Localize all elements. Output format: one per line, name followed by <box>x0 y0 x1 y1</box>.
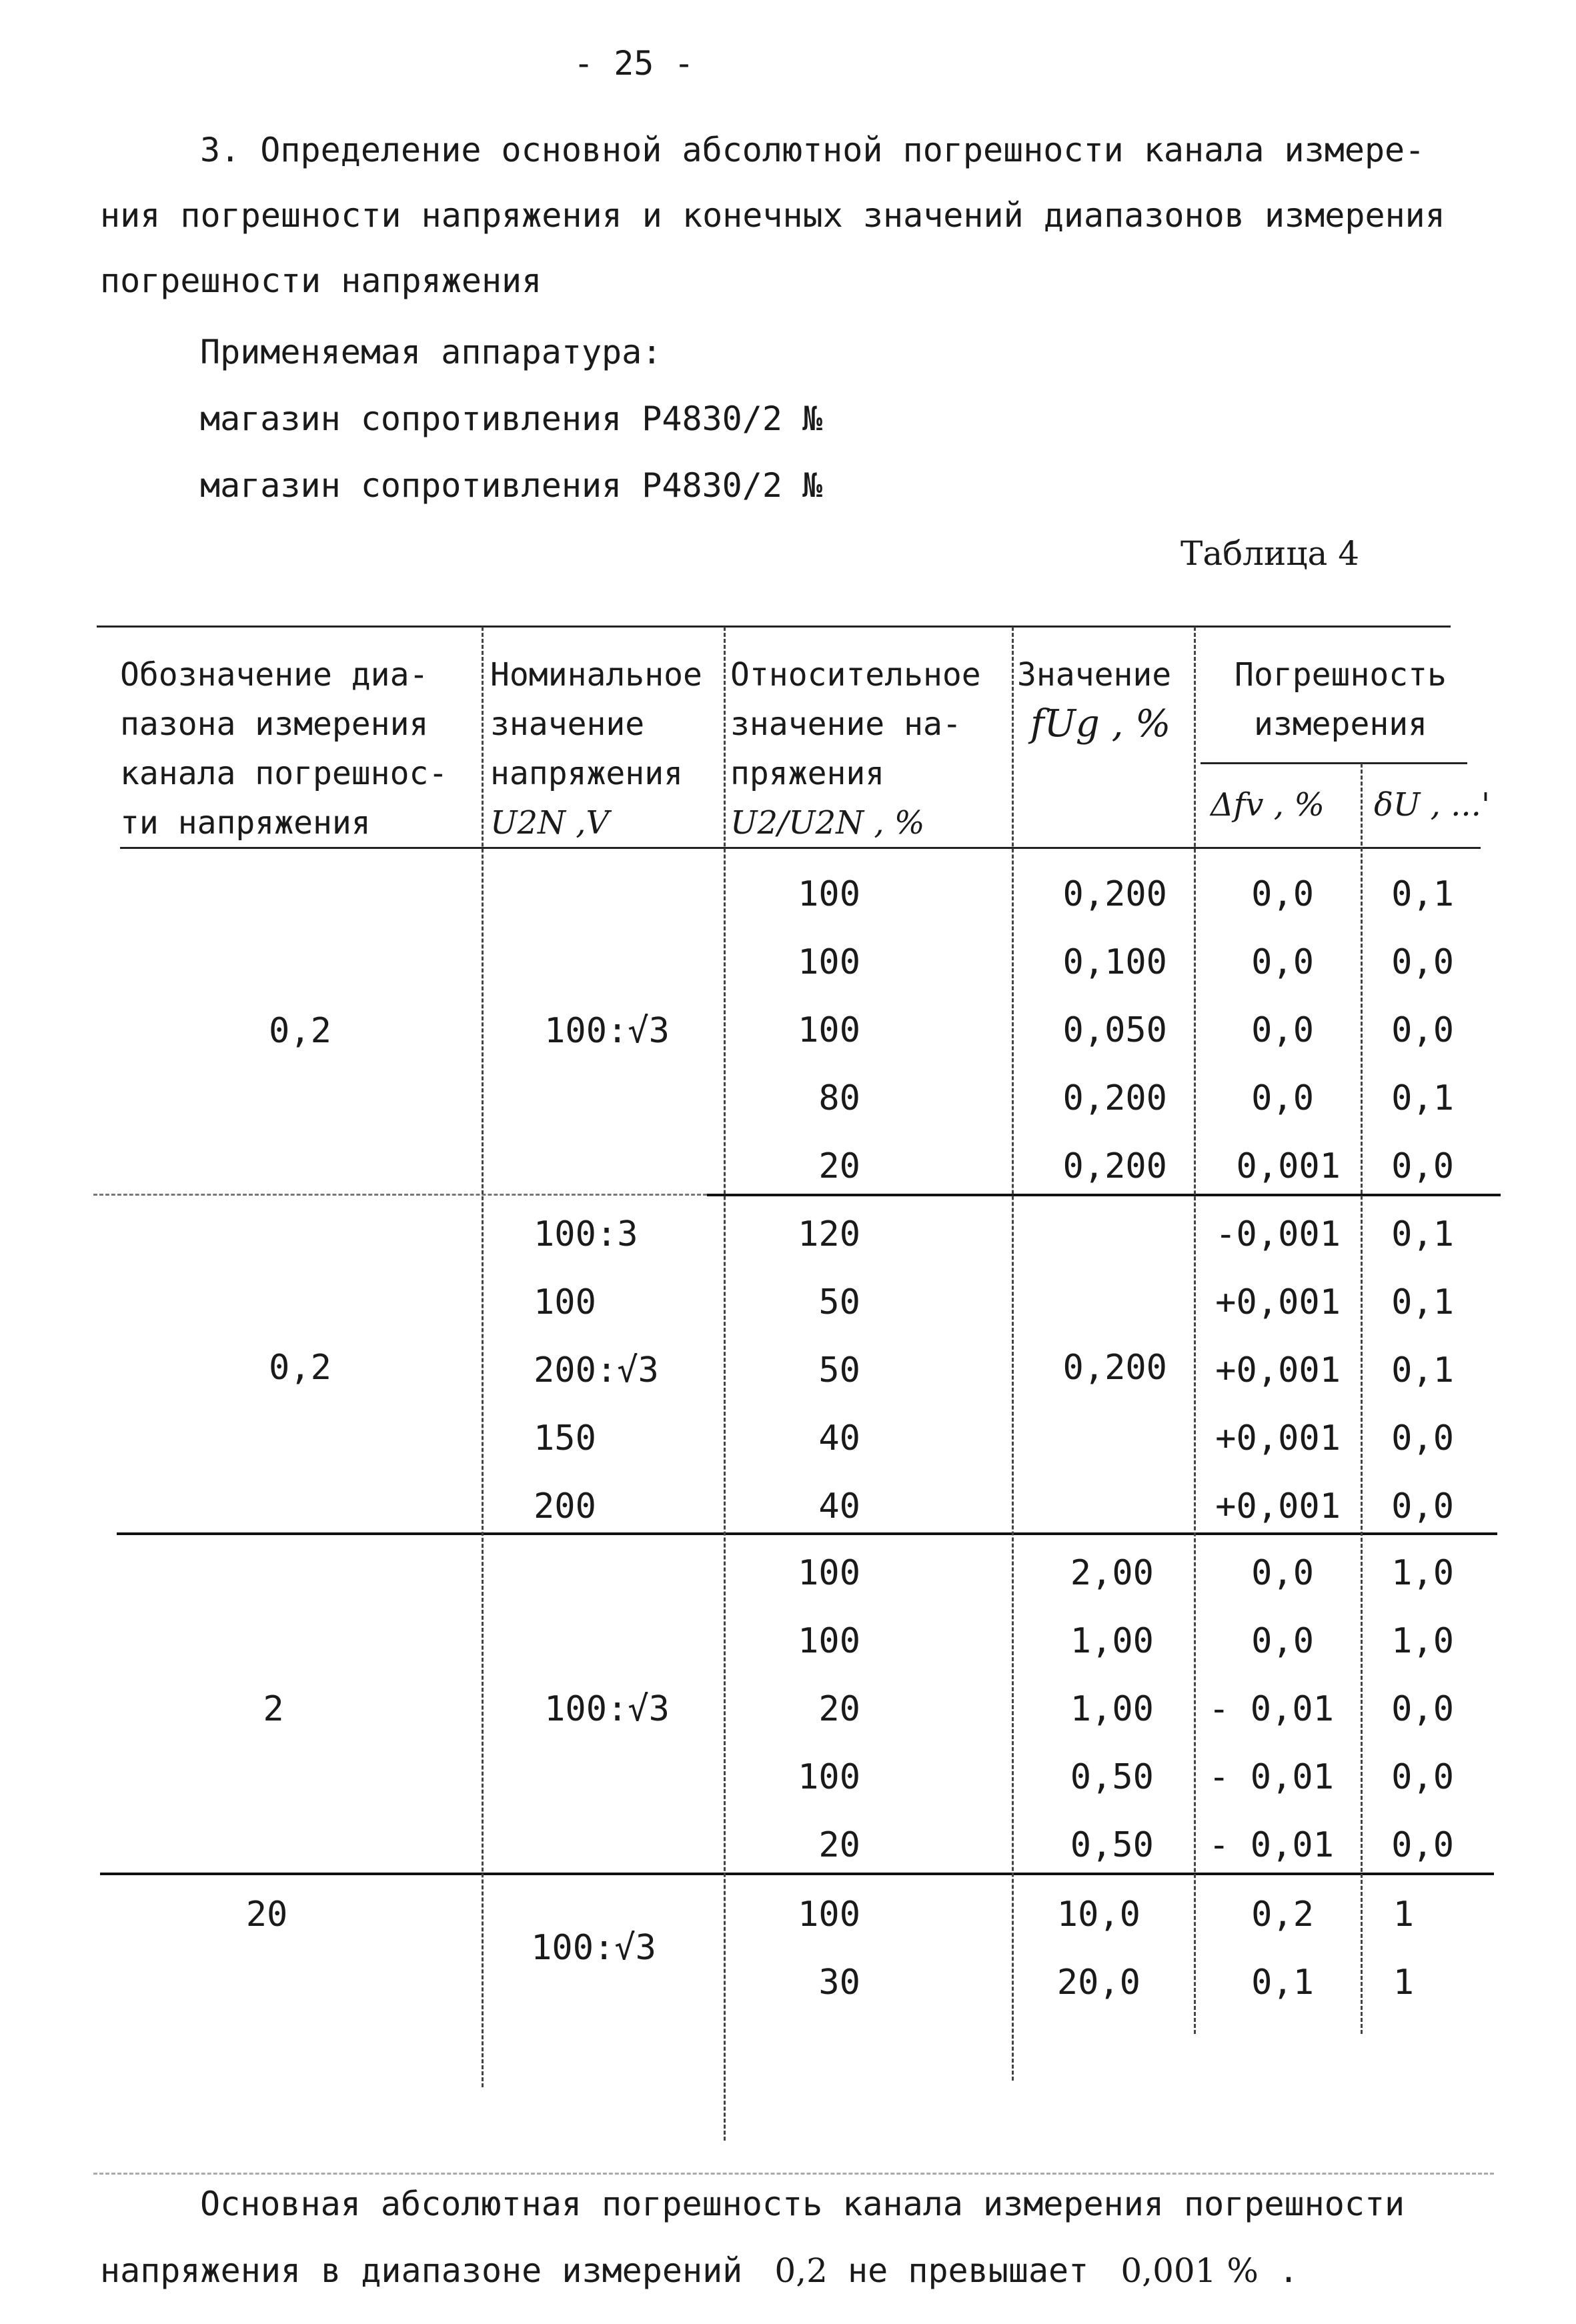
rel-value: 120 <box>798 1214 860 1254</box>
rel-value: 100 <box>798 1757 860 1797</box>
delta-u: 0,0 <box>1391 1486 1454 1526</box>
delta-u: 0,0 <box>1391 1418 1454 1458</box>
nominal: 200 <box>534 1486 596 1526</box>
delta-u: 1,0 <box>1391 1553 1454 1593</box>
delta-u: 0,0 <box>1391 1010 1454 1050</box>
rel-value: 100 <box>798 1895 860 1935</box>
equipment-heading: Применяемая аппаратура: <box>200 333 662 371</box>
value: 0,50 <box>1070 1757 1154 1797</box>
delta-u: 0,0 <box>1391 942 1454 982</box>
section-line-3: погрешности напряжения <box>100 261 542 300</box>
delta-f: - 0,01 <box>1209 1825 1334 1865</box>
header-nominal-voltage: Номинальное значение напряжения U2N ,V <box>490 656 702 842</box>
table-end-rule <box>93 2173 1494 2175</box>
group-2-range: 0,2 <box>269 1348 331 1388</box>
delta-f: -0,001 <box>1215 1214 1341 1254</box>
group-2-bottom-rule <box>117 1532 1497 1535</box>
delta-u: 0,0 <box>1391 1689 1454 1729</box>
delta-f: 0,0 <box>1251 1621 1314 1661</box>
delta-f: +0,001 <box>1215 1418 1341 1458</box>
rel-value: 20 <box>818 1825 860 1865</box>
conclusion-prefix: напряжения в диапазоне измерений <box>100 2251 743 2290</box>
col-sep-5 <box>1361 764 1363 2034</box>
group-3-nominal: 100:√3 <box>544 1689 670 1729</box>
value: 0,050 <box>1062 1010 1167 1050</box>
conclusion-mid: не превышает <box>848 2251 1089 2290</box>
col-sep-1 <box>482 627 484 2087</box>
header-value: Значение fUg , % <box>1017 656 1172 746</box>
delta-f: - 0,01 <box>1209 1689 1334 1729</box>
delta-u: 0,1 <box>1391 1350 1454 1390</box>
header-measurement-error: Погрешность измерения <box>1235 656 1447 743</box>
delta-f: 0,0 <box>1251 1553 1314 1593</box>
equipment-item-1: магазин сопротивления Р4830/2 № <box>200 399 823 438</box>
table-caption: Таблица 4 <box>1180 534 1360 573</box>
rel-value: 100 <box>798 1621 860 1661</box>
rel-value: 50 <box>818 1282 860 1322</box>
delta-f: 0,1 <box>1251 1963 1314 2003</box>
group-1-nominal: 100:√3 <box>544 1011 670 1051</box>
section-line-2: ния погрешности напряжения и конечных значений диапазонов измерения <box>100 196 1445 235</box>
delta-f: 0,0 <box>1251 1078 1314 1118</box>
rel-value: 100 <box>798 874 860 914</box>
nominal: 200:√3 <box>534 1350 659 1390</box>
value: 20,0 <box>1056 1963 1140 2003</box>
header-relative-voltage: Относительное значение на- пряжения U2/U2N , % <box>730 656 981 842</box>
delta-f: 0,0 <box>1251 1010 1314 1050</box>
delta-f: 0,0 <box>1251 942 1314 982</box>
conclusion-line-2 <box>100 2251 1299 2290</box>
delta-f: 0,0 <box>1251 874 1314 914</box>
section-line-1: 3. Определение основной абсолютной погрешности канала измере- <box>200 131 1425 169</box>
conclusion-value: 0,001 % <box>1120 2251 1259 2290</box>
nominal: 150 <box>534 1418 596 1458</box>
nominal: 100:3 <box>534 1214 638 1254</box>
value: 0,200 <box>1062 1146 1167 1186</box>
delta-u: 0,1 <box>1391 1078 1454 1118</box>
rel-value: 100 <box>798 1553 860 1593</box>
page-number: - 25 - <box>574 44 694 83</box>
rel-value: 20 <box>818 1146 860 1186</box>
delta-u: 1 <box>1393 1895 1414 1935</box>
header-delta-u: δU , ...' <box>1374 786 1491 824</box>
table-top-rule <box>97 626 1451 628</box>
rel-value: 40 <box>818 1418 860 1458</box>
group-4-nominal: 100:√3 <box>531 1928 656 1968</box>
value: 0,200 <box>1062 874 1167 914</box>
value: 2,00 <box>1070 1553 1154 1593</box>
value: 1,00 <box>1070 1689 1154 1729</box>
group-2-value: 0,200 <box>1062 1348 1167 1388</box>
rel-value: 100 <box>798 942 860 982</box>
group-3-range: 2 <box>263 1689 284 1729</box>
conclusion-line-1: Основная абсолютная погрешность канала измерения погрешности <box>200 2185 1405 2223</box>
delta-f: +0,001 <box>1215 1282 1341 1322</box>
group-4-range: 20 <box>245 1895 288 1935</box>
nominal: 100 <box>534 1282 596 1322</box>
delta-f: 0,2 <box>1251 1895 1314 1935</box>
delta-u: 1,0 <box>1391 1621 1454 1661</box>
group-1-range: 0,2 <box>269 1011 331 1051</box>
delta-f: - 0,01 <box>1209 1757 1334 1797</box>
delta-f: +0,001 <box>1215 1486 1341 1526</box>
rel-value: 50 <box>818 1350 860 1390</box>
group-3-bottom-rule <box>100 1873 1494 1875</box>
value: 0,50 <box>1070 1825 1154 1865</box>
value: 0,100 <box>1062 942 1167 982</box>
col-sep-3 <box>1012 627 1014 2081</box>
delta-u: 1 <box>1393 1963 1414 2003</box>
rel-value: 100 <box>798 1010 860 1050</box>
delta-u: 0,1 <box>1391 1282 1454 1322</box>
rel-value: 40 <box>818 1486 860 1526</box>
conclusion-end: . <box>1279 2251 1299 2290</box>
group-1-left-rule <box>93 1194 707 1196</box>
header-delta-f: Δfv , % <box>1211 786 1325 824</box>
delta-u: 0,0 <box>1391 1146 1454 1186</box>
value: 10,0 <box>1056 1895 1140 1935</box>
header-sub-rule <box>1201 762 1467 764</box>
rel-value: 30 <box>818 1963 860 2003</box>
delta-f: 0,001 <box>1236 1146 1341 1186</box>
delta-f: +0,001 <box>1215 1350 1341 1390</box>
delta-u: 0,0 <box>1391 1825 1454 1865</box>
header-range-designation: Обозначение диа- пазона измерения канала погрешнос- ти напряжения <box>120 656 448 842</box>
group-1-bottom-rule <box>707 1194 1501 1196</box>
delta-u: 0,0 <box>1391 1757 1454 1797</box>
value: 0,200 <box>1062 1078 1167 1118</box>
value: 1,00 <box>1070 1621 1154 1661</box>
rel-value: 20 <box>818 1689 860 1729</box>
rel-value: 80 <box>818 1078 860 1118</box>
equipment-item-2: магазин сопротивления Р4830/2 № <box>200 466 823 505</box>
col-sep-2 <box>724 627 726 2141</box>
delta-u: 0,1 <box>1391 1214 1454 1254</box>
delta-u: 0,1 <box>1391 874 1454 914</box>
conclusion-range: 0,2 <box>774 2251 828 2290</box>
col-sep-4 <box>1194 627 1196 2034</box>
